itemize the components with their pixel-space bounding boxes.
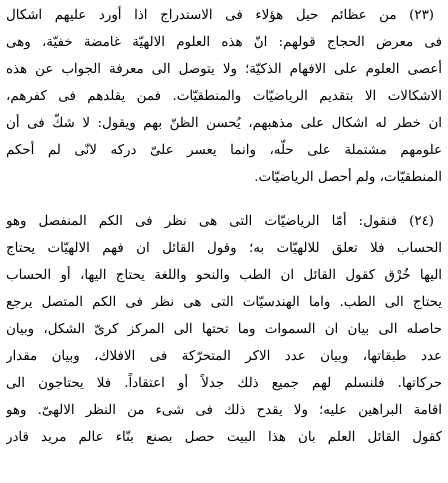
document-page — [6, 0, 442, 483]
text-line: اليها خُرْق كقول القائل ان الطب والنحو واللغة يحتاج اليها، أو الحساب — [6, 268, 442, 283]
text-line: الحساب فلا تعلق للالهيّات به؛ وقول القائل ان فهم الالهيّات يحتاج — [6, 241, 442, 256]
text-line: (٢٣) من عظائم حيل هؤلاء فى الاستدراج اذا أورد عليهم اشكال — [6, 8, 434, 23]
text-line: علومهم مشتملة على حلّه، وانما يعسر علىّ دركه لانّى لم أحكم — [6, 143, 442, 158]
text-line: ان خطر له اشكال على مذهبهم، يُحسن الظنّ بهم ويقول: لا شكّ فى أن — [6, 116, 442, 131]
text-line: اقامة البراهين عليه؛ ولا يقدح ذلك فى شىء من النظر الالهىّ. وهو — [6, 403, 442, 418]
text-line: (٢٤) فنقول: أمّا الرياضيّات التى هى نظر فى الكم المنفصل وهو — [6, 214, 434, 229]
text-line: عدد طبقاتها، وبيان عدد الاكر المتحرّكة فى الافلاك، وبيان مقدار — [6, 349, 442, 364]
text-line: كقول القائل العلم بان هذا البيت حصل بصنع بنّاء عالم مريد قادر — [6, 430, 442, 445]
text-line: المنطقيّات، ولم أحصل الرياضيّات. — [254, 170, 442, 185]
text-line: الاشكالات الا بتقديم الرياضيّات والمنطقيّات. فمن يقلدهم فى كفرهم، — [6, 89, 442, 104]
text-line: فى معرض الحجاج قولهم: انّ هذه العلوم الالهيّة غامضة خفيّة، وهى — [6, 35, 442, 50]
text-line: يحتاج الى الطب. واما الهندسيّات التى هى نظر فى الكم المتصل يرجع — [6, 295, 442, 310]
text-line: أعصى العلوم على الافهام الذكيّة؛ ولا يتوصل الى معرفة الجواب عن هذه — [6, 62, 442, 77]
text-line: حاصله الى بيان ان السموات وما تحتها الى المركز كرىّ الشكل، وبيان — [6, 322, 442, 337]
text-line: حركاتها. فلنسلم لهم جميع ذلك جدلاً أو اعتقاداً. فلا يحتاجون الى — [6, 376, 442, 391]
